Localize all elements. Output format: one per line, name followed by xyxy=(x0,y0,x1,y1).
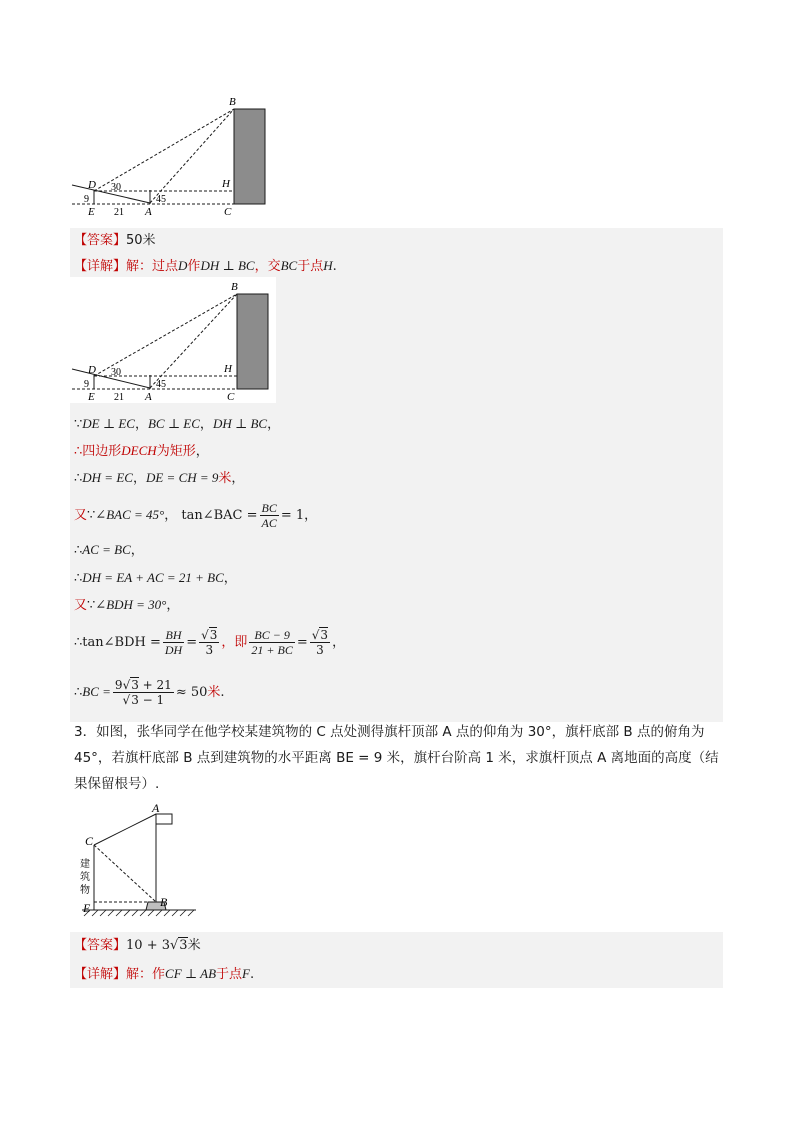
label-b: B xyxy=(231,281,238,293)
step-4 xyxy=(74,498,317,533)
figure-3-diagram xyxy=(74,800,204,922)
step-7 xyxy=(74,597,179,614)
punct: ， xyxy=(332,635,346,650)
math: ∠BDH = 30° xyxy=(95,597,167,612)
answer-3: 【答案】10 + 3√3米 xyxy=(74,938,201,953)
step-8 xyxy=(74,626,345,660)
punct: ， xyxy=(134,417,148,432)
step-6 xyxy=(74,570,237,587)
angle-d-label: 30 xyxy=(111,367,121,378)
label-b: B xyxy=(229,96,236,108)
radicand: 3 xyxy=(209,628,218,642)
therefore-symbol: ∴ xyxy=(74,571,83,586)
problem-3-text xyxy=(74,719,724,797)
ground-hatch xyxy=(84,910,194,916)
answer-tag: 【答案】 xyxy=(74,938,127,953)
angle-d-label: 30 xyxy=(111,182,121,193)
len-de-label: 9 xyxy=(84,194,89,205)
math: DE = CH = 9 xyxy=(145,470,219,485)
math: AC = BC xyxy=(82,542,131,557)
figure-2-diagram xyxy=(66,277,276,403)
denominator: 3 xyxy=(316,643,324,657)
math: tan∠BDH = xyxy=(82,635,161,650)
problem-line: 45°，若旗杆底部 B 点到建筑物的水平距离 BE = 9 米，旗杆台阶高 1 米，求旗杆顶点 A 离地面的高度（结 xyxy=(74,750,719,766)
punct: ， xyxy=(231,471,245,486)
math-perp: DH ⊥ BC xyxy=(200,258,255,273)
punct: ， xyxy=(164,508,178,523)
numerator: √3 xyxy=(311,628,329,642)
because-symbol: ∵ xyxy=(87,598,96,613)
numerator: 9√3 + 21 xyxy=(114,678,172,692)
radicand: 3 xyxy=(131,693,139,707)
answer-1 xyxy=(74,233,156,249)
detail-text: 于点 xyxy=(216,967,243,982)
math: DH = EC xyxy=(82,470,133,485)
building-char: 物 xyxy=(80,885,90,896)
punct: ， xyxy=(304,508,318,523)
punct: . xyxy=(220,685,225,700)
angle-a-label: 45 xyxy=(156,379,166,390)
math-h: H xyxy=(323,258,333,273)
radicand: 3 xyxy=(179,938,188,953)
math: CF ⊥ AB xyxy=(165,966,217,981)
math: = xyxy=(186,635,198,650)
ca-line xyxy=(94,814,156,845)
math: ≈ 50 xyxy=(175,685,208,700)
detail-text: 解：过点 xyxy=(126,259,179,274)
therefore-symbol: ∴ xyxy=(74,635,83,650)
therefore-symbol: ∴ xyxy=(74,543,83,558)
math-d: D xyxy=(178,258,188,273)
math: BC ⊥ EC xyxy=(147,416,200,431)
detail-1 xyxy=(74,258,337,275)
angle-a-label: 45 xyxy=(156,194,166,205)
label-a: A xyxy=(152,801,160,815)
step-3 xyxy=(74,470,244,487)
math: tan∠BAC = xyxy=(181,508,258,523)
because-symbol: ∵ xyxy=(87,508,96,523)
step-9 xyxy=(74,674,225,711)
term: + 21 xyxy=(138,678,172,692)
detail-tag: 【详解】 xyxy=(74,259,127,274)
step-5 xyxy=(74,542,144,559)
again-word: 又 xyxy=(74,598,88,613)
math: DH ⊥ BC xyxy=(212,416,268,431)
label-c: C xyxy=(224,206,232,218)
term: − 1 xyxy=(138,693,165,707)
denominator: DH xyxy=(164,643,183,657)
unit: 米 xyxy=(218,471,232,486)
label-c: C xyxy=(227,391,235,403)
label-b: B xyxy=(160,895,168,909)
building-char: 筑 xyxy=(80,872,90,883)
label-a: A xyxy=(145,206,152,218)
detail-text: ，交 xyxy=(254,259,281,274)
fraction xyxy=(163,628,184,657)
detail-text: 解：作 xyxy=(126,967,166,982)
math: = xyxy=(296,635,308,650)
denominator: AC xyxy=(261,516,277,530)
fraction xyxy=(199,628,219,657)
again-word: 又 xyxy=(74,508,88,523)
step-text: ，即 xyxy=(221,635,248,650)
db-dashed xyxy=(94,109,234,191)
answer-tag: 【答案】 xyxy=(74,233,127,248)
coef: 9 xyxy=(114,678,123,692)
math-bc: BC xyxy=(280,258,298,273)
step-text: 四边形 xyxy=(82,444,122,459)
problem-line: 果保留根号）. xyxy=(74,776,160,792)
label-e: E xyxy=(83,901,91,915)
punct: ， xyxy=(130,543,144,558)
detail-text: 于点 xyxy=(297,259,324,274)
label-e: E xyxy=(88,391,95,403)
building-rect xyxy=(234,109,265,204)
denominator: 3 xyxy=(205,643,214,657)
math: DH = EA + AC = 21 + BC xyxy=(82,570,224,585)
math: = 1 xyxy=(280,508,305,523)
step-text: 为矩形 xyxy=(156,444,196,459)
punct: . xyxy=(332,259,337,274)
punct: ， xyxy=(132,471,146,486)
building-rect xyxy=(237,294,268,389)
math: 10 + 3 xyxy=(126,938,170,953)
step-2 xyxy=(74,443,209,460)
punct: ， xyxy=(195,444,209,459)
label-e: E xyxy=(88,206,95,218)
denominator: √3 − 1 xyxy=(122,693,165,707)
step-1 xyxy=(74,416,280,433)
detail-3 xyxy=(74,966,254,983)
detail-text: 作 xyxy=(187,259,201,274)
unit: 米 xyxy=(207,685,221,700)
denominator: 21 + BC xyxy=(251,643,293,657)
label-d: D xyxy=(88,179,96,191)
len-ea-label: 21 xyxy=(114,392,124,403)
problem-line: 3．如图，张华同学在他学校某建筑物的 C 点处测得旗杆顶部 A 点的仰角为 30°，旗杆底部 B 点的俯角为 xyxy=(74,724,705,740)
radicand: 3 xyxy=(131,678,139,692)
math: ∠BAC = 45° xyxy=(95,507,165,522)
len-ea-label: 21 xyxy=(114,207,124,218)
numerator: √3 xyxy=(201,628,218,642)
building-char: 建 xyxy=(80,859,90,870)
unit: 米 xyxy=(187,938,201,953)
answer-band xyxy=(70,228,723,254)
math: BC = xyxy=(82,684,111,699)
therefore-symbol: ∴ xyxy=(74,444,83,459)
figure-1-diagram xyxy=(66,92,276,218)
fraction xyxy=(113,678,174,707)
detail-tag: 【详解】 xyxy=(74,967,127,982)
punct: . xyxy=(249,967,255,982)
label-h: H xyxy=(224,363,232,375)
numerator: BH xyxy=(163,628,184,643)
punct: ， xyxy=(166,598,180,613)
flag xyxy=(156,814,172,824)
label-h: H xyxy=(222,178,230,190)
label-d: D xyxy=(88,364,96,376)
cb-dashed xyxy=(94,845,156,902)
fraction xyxy=(260,501,279,530)
therefore-symbol: ∴ xyxy=(74,471,83,486)
therefore-symbol: ∴ xyxy=(74,685,83,700)
radicand: 3 xyxy=(320,628,329,642)
label-a: A xyxy=(145,391,152,403)
fraction xyxy=(310,628,330,657)
numerator: BC − 9 xyxy=(249,628,294,643)
fraction xyxy=(249,628,294,657)
answer-value: 50米 xyxy=(126,233,156,248)
math: DECH xyxy=(121,443,157,458)
label-c: C xyxy=(85,834,94,848)
numerator: BC xyxy=(261,501,277,515)
punct: ， xyxy=(267,417,281,432)
punct: ， xyxy=(199,417,213,432)
punct: ， xyxy=(223,571,237,586)
math-f: F xyxy=(242,966,250,981)
math: DE ⊥ EC xyxy=(82,416,135,431)
len-de-label: 9 xyxy=(84,379,89,390)
because-symbol: ∵ xyxy=(74,417,83,432)
